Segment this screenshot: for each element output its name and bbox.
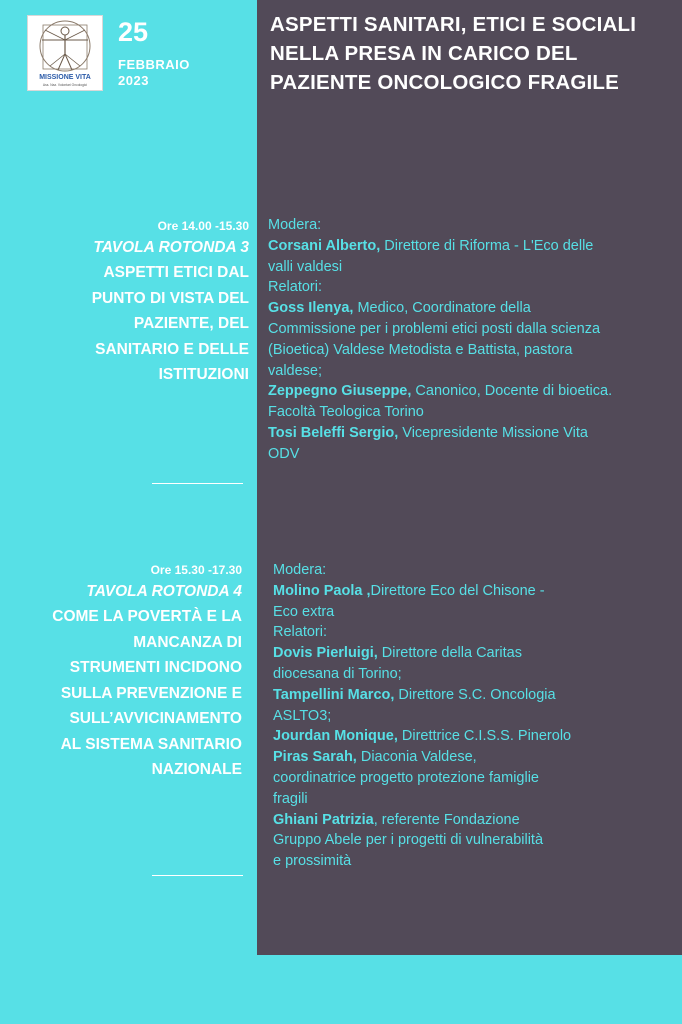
session1-header	[20, 217, 249, 388]
speaker-role: coordinatrice progetto protezione famiglie	[273, 769, 539, 786]
moderator-role: Direttore Eco del Chisone -	[370, 582, 545, 599]
speaker-role: Facoltà Teologica Torino	[268, 404, 424, 421]
session2-topic-line: STRUMENTI INCIDONO	[69, 659, 242, 676]
date-month: FEBBRAIO	[118, 57, 190, 72]
speaker-name: Goss Ilenya,	[268, 300, 354, 317]
session1-topic-line: ISTITUZIONI	[158, 366, 249, 383]
logo-subtitle: Ass. Naz. Volontari Oncologici	[42, 83, 88, 87]
session1-details	[268, 215, 678, 465]
speaker-name: Dovis Pierluigi,	[273, 645, 378, 662]
speaker-role: Direttrice C.I.S.S. Pinerolo	[397, 728, 572, 745]
speaker-role: Medico, Coordinatore della	[353, 300, 531, 317]
session2-topic-line: MANCANZA DI	[133, 633, 242, 651]
speaker-name: Piras Sarah,	[273, 749, 357, 766]
speaker-role: , referente Fondazione	[373, 811, 520, 828]
speaker-role: Commissione per i problemi etici posti dalla scienza	[268, 320, 601, 337]
moderator-role: valli valdesi	[268, 258, 343, 275]
speaker-role: diocesana di Torino;	[273, 665, 402, 682]
speaker-name: Jourdan Monique,	[273, 728, 398, 745]
session1-topic-line: SANITARIO E DELLE	[95, 340, 249, 358]
session1-topic-line: PAZIENTE, DEL	[133, 315, 249, 332]
speaker-role: ODV	[268, 445, 300, 462]
section-divider	[152, 483, 243, 484]
speaker-role: Vicepresidente Missione Vita	[398, 424, 588, 441]
session2-time: Ore 15.30 -17.30	[150, 563, 242, 577]
session2-details	[273, 560, 678, 872]
logo-title: MISSIONE VITA	[39, 74, 91, 81]
speaker-name: Tampellini Marco,	[273, 686, 395, 703]
speaker-role: ASLTO3;	[273, 707, 332, 724]
moderator-name: Molino Paola ,	[273, 582, 371, 599]
speakers-label: Relatori:	[273, 624, 327, 641]
speaker-role: Gruppo Abele per i progetti di vulnerabilità	[273, 832, 544, 849]
session2-topic-line: NAZIONALE	[151, 761, 242, 778]
session2-topic-line: SULL’AVVICINAMENTO	[69, 710, 242, 727]
speaker-entry	[268, 298, 678, 381]
speaker-name: Tosi Beleffi Sergio,	[268, 424, 399, 441]
speaker-role: Canonico, Docente di bioetica.	[411, 383, 613, 400]
session2-name: TAVOLA ROTONDA 4	[86, 583, 242, 600]
speaker-role: Direttore della Caritas	[377, 645, 522, 662]
speaker-role: valdese;	[268, 362, 323, 379]
vitruvian-man-icon	[28, 16, 102, 90]
session2-topic-line: AL SISTEMA SANITARIO	[60, 735, 242, 753]
speaker-role: fragili	[273, 790, 308, 807]
moderator-role: Eco extra	[273, 603, 335, 620]
date-year: 2023	[118, 73, 149, 88]
speakers-label: Relatori:	[268, 279, 322, 296]
moderator-name: Corsani Alberto,	[268, 237, 381, 254]
section-divider	[152, 875, 243, 876]
speaker-entry	[273, 643, 678, 685]
moderator-entry	[268, 236, 678, 278]
date-day: 25	[118, 17, 149, 47]
speaker-role: Diaconia Valdese,	[356, 749, 477, 766]
speaker-name: Zeppegno Giuseppe,	[268, 383, 412, 400]
speaker-entry	[268, 381, 678, 423]
speaker-entry	[273, 685, 678, 727]
speaker-role: e prossimità	[273, 853, 352, 870]
page-title: ASPETTI SANITARI, ETICI E SOCIALI NELLA PRESA IN CARICO DEL PAZIENTE ONCOLOGICO FRAGILE	[270, 13, 637, 94]
missione-vita-logo	[27, 15, 103, 91]
moderator-entry	[273, 581, 678, 623]
session2-topic-line: SULLA PREVENZIONE E	[60, 684, 242, 702]
moderator-label: Modera:	[273, 562, 327, 578]
session1-time: Ore 14.00 -15.30	[157, 219, 249, 233]
session2-topic-line: COME LA POVERTÀ E LA	[52, 608, 242, 625]
moderator-role: Direttore di Riforma - L'Eco delle	[380, 237, 594, 254]
speaker-entry	[268, 423, 678, 465]
speaker-name: Ghiani Patrizia	[273, 811, 374, 828]
session1-topic-line: PUNTO DI VISTA DEL	[91, 289, 249, 307]
speaker-entry	[273, 726, 678, 747]
session1-topic-line: ASPETTI ETICI DAL	[103, 264, 249, 281]
speaker-role: Direttore S.C. Oncologia	[394, 686, 556, 703]
moderator-label: Modera:	[268, 217, 322, 233]
speaker-entry	[273, 747, 678, 809]
speaker-entry	[273, 810, 678, 872]
session2-header	[10, 561, 242, 783]
session1-name: TAVOLA ROTONDA 3	[93, 239, 249, 256]
speaker-role: (Bioetica) Valdese Metodista e Battista, pastora	[268, 341, 573, 358]
